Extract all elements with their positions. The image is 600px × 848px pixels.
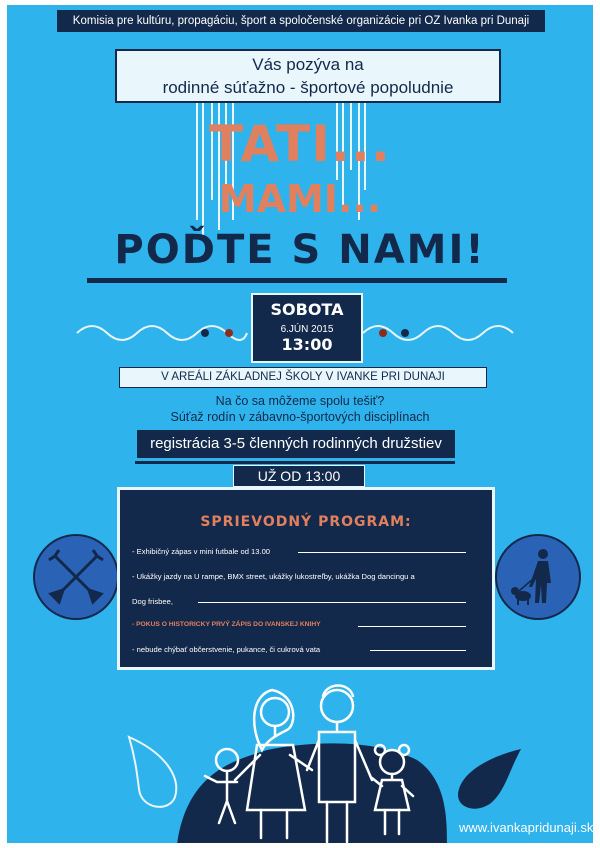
poster	[7, 5, 593, 843]
invitation-line-1: Vás pozýva na	[252, 55, 364, 74]
registration-underline	[135, 461, 455, 464]
program-item-highlight: - POKUS O HISTORICKY PRVÝ ZÁPIS DO IVANSKEJ KNIHY	[132, 621, 321, 628]
date-box	[251, 293, 363, 363]
title-mami: MAMI...	[218, 177, 382, 221]
program-item: - Exhibičný zápas v mini futbale od 13.00	[132, 547, 271, 556]
program-item-rule	[298, 552, 466, 553]
event-time: 13:00	[281, 335, 333, 354]
dog-walker-icon-circle	[495, 534, 581, 620]
website-url: www.ivankapridunaji.sk	[459, 820, 593, 835]
program-box	[117, 487, 495, 670]
invitation-line-2: rodinné súťažno - športové popoludnie	[162, 78, 454, 97]
event-date: 6.JÚN 2015	[280, 324, 334, 335]
question-text: Na čo sa môžeme spolu tešiť?	[215, 394, 385, 408]
program-item: - nebude chýbať občerstvenie, pukance, či cukrová vata	[132, 645, 321, 654]
title-underline	[87, 278, 507, 283]
venue-label: V AREÁLI ZÁKLADNEJ ŠKOLY V IVANKE PRI DUNAJI	[119, 367, 487, 388]
title-podte-s-nami: POĎTE S NAMI!	[114, 227, 486, 273]
crossed-arrows-icon	[35, 536, 117, 618]
dog-walker-icon	[497, 536, 579, 618]
program-item-rule	[198, 602, 466, 603]
event-day: SOBOTA	[270, 300, 344, 319]
program-item-rule	[358, 626, 466, 627]
crossed-arrows-icon-circle	[33, 534, 119, 620]
start-time-badge: UŽ OD 13:00	[233, 465, 365, 487]
tagline-text: Súťaž rodín v zábavno-športových disciplínach	[170, 410, 430, 424]
program-item-rule	[370, 650, 466, 651]
program-item: - Ukážky jazdy na U rampe, BMX street, ukážky lukostreľby, ukážka Dog dancingu a	[132, 572, 415, 581]
water-drop-right	[445, 745, 525, 815]
family-illustration	[177, 670, 447, 843]
registration-banner: registrácia 3-5 členných rodinných družstiev	[137, 430, 455, 458]
title-tati: TATI...	[209, 115, 391, 173]
program-title: SPRIEVODNÝ PROGRAM:	[200, 514, 412, 530]
water-drop-left	[125, 733, 185, 813]
invitation-box	[115, 49, 501, 103]
top-banner: Komisia pre kultúru, propagáciu, šport a spoločenské organizácie pri OZ Ivanka pri Dunaji	[57, 10, 545, 32]
program-item: Dog frisbee,	[132, 597, 173, 606]
